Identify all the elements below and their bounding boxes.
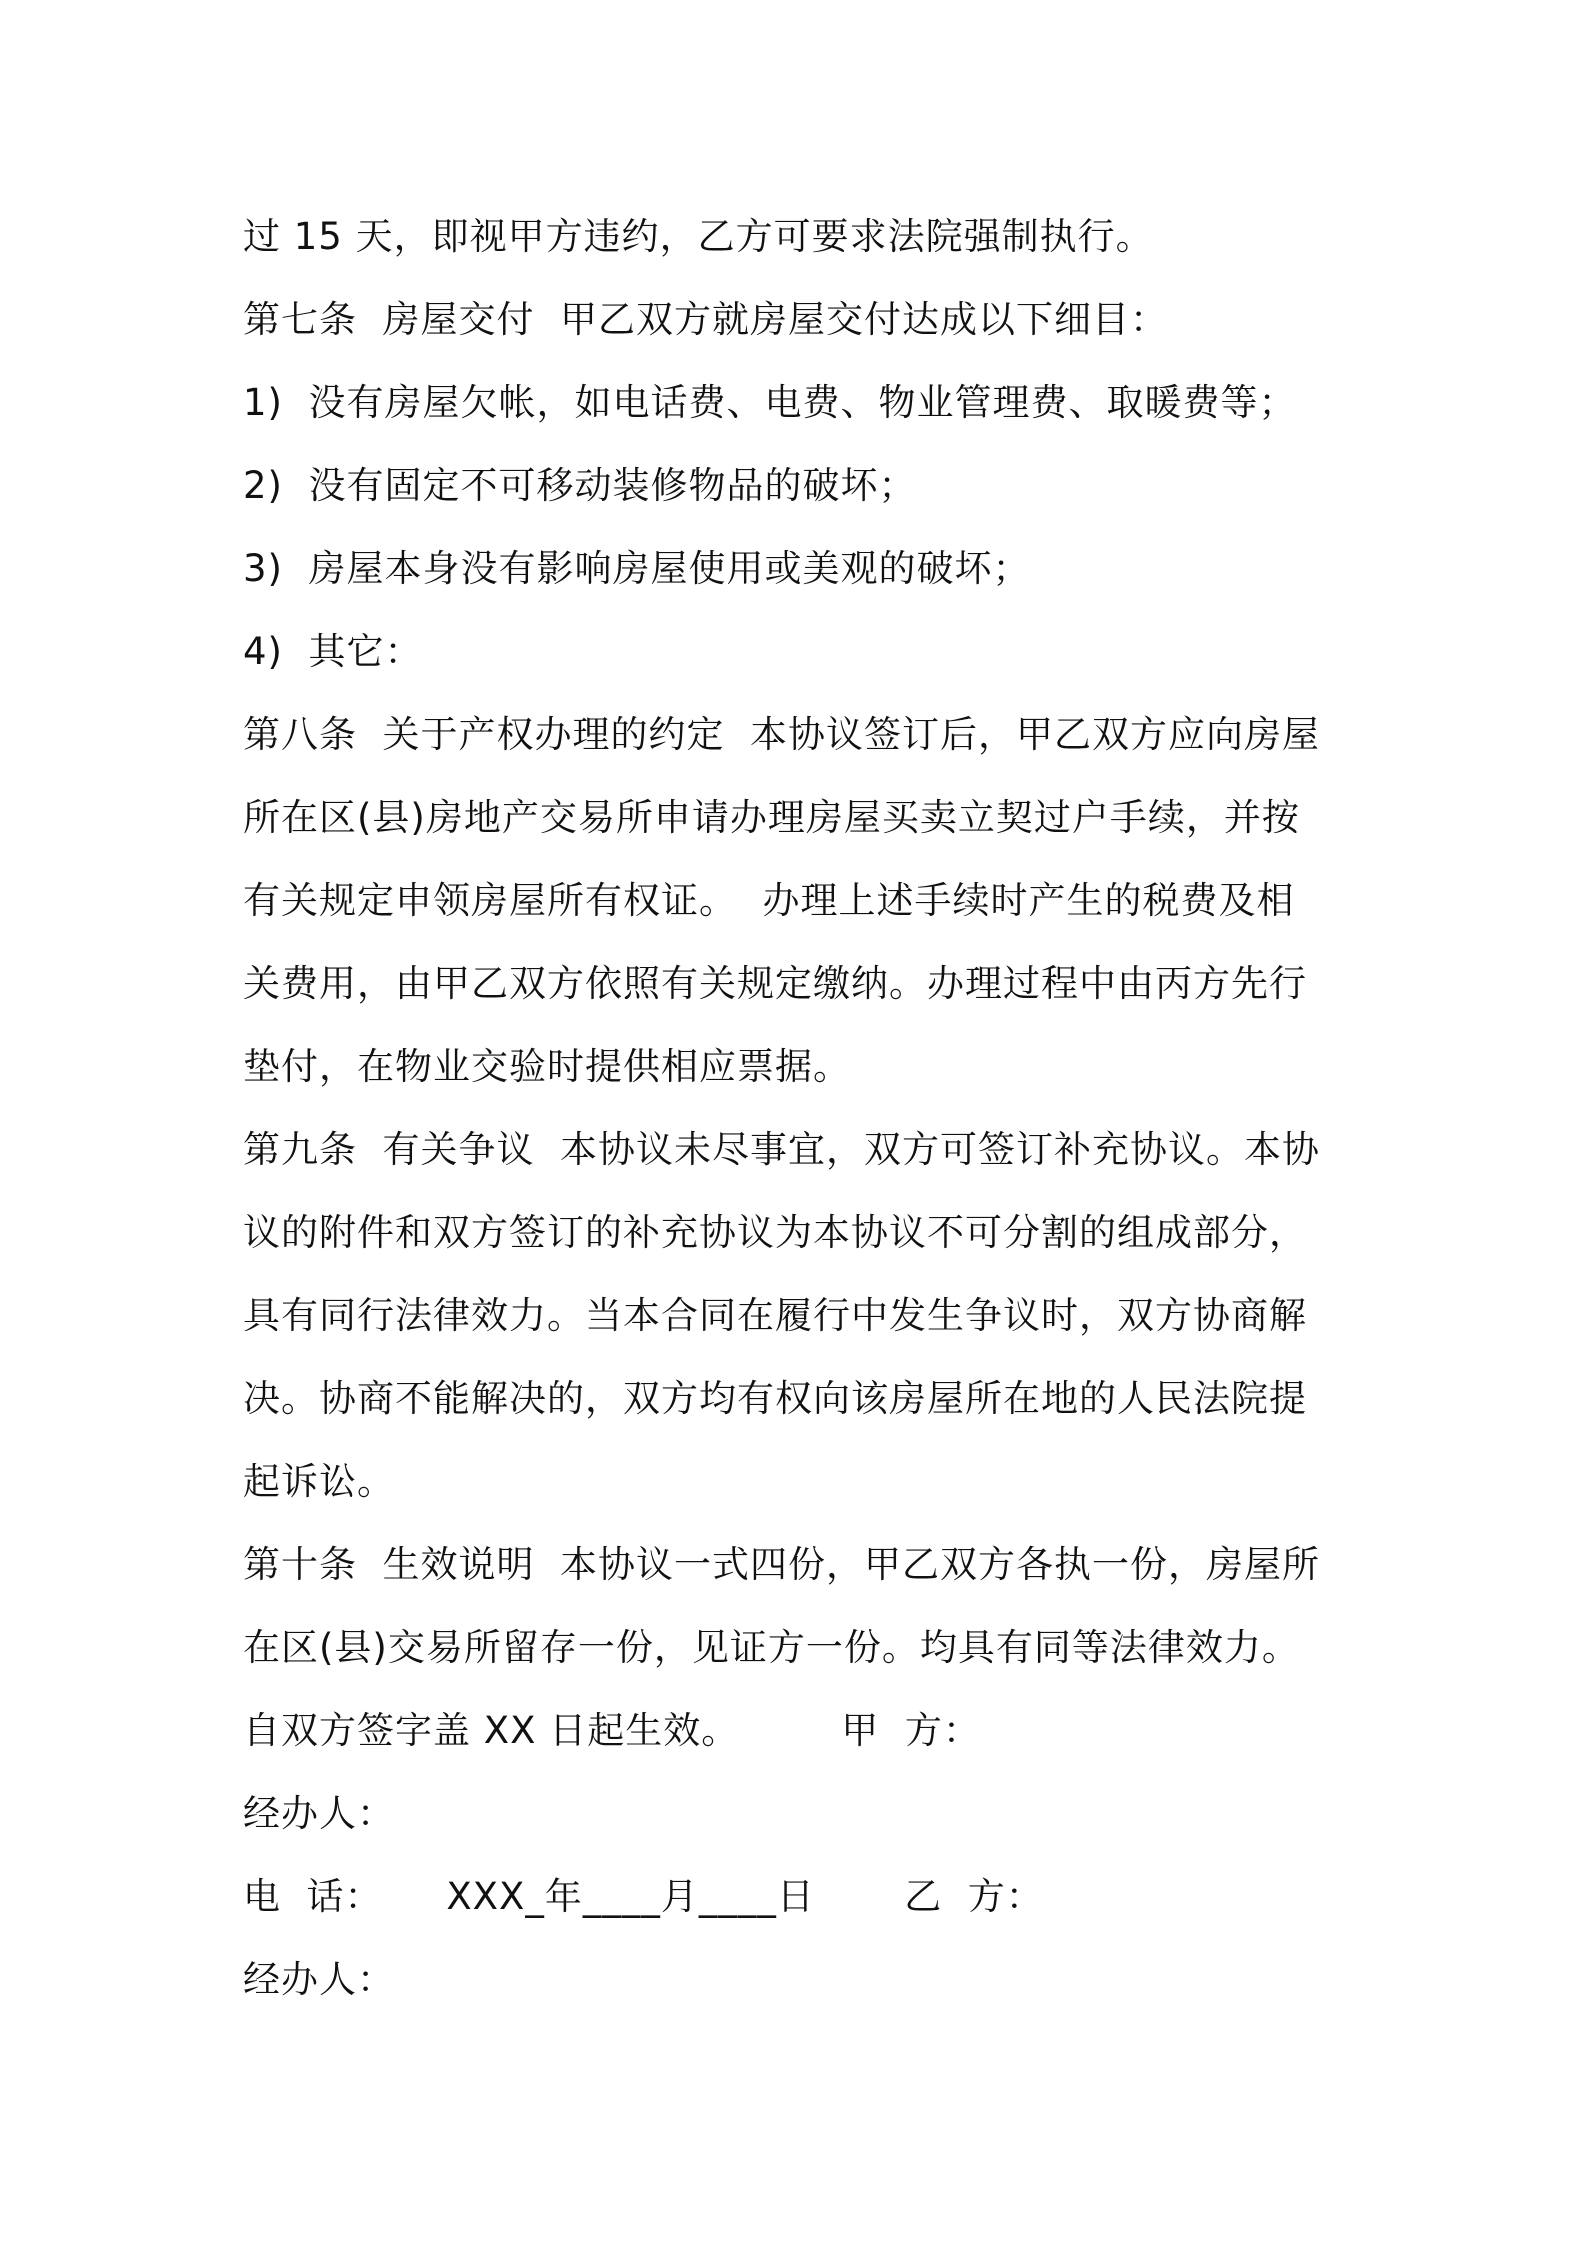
text-line: 所在区(县)房地产交易所申请办理房屋买卖立契过户手续，并按 <box>243 796 1300 839</box>
agent-line: 经办人： <box>243 1792 395 1835</box>
text-line: 过 15 天，即视甲方违约，乙方可要求法院强制执行。 <box>243 215 1154 258</box>
list-item-2: 2) 没有固定不可移动装修物品的破坏； <box>243 464 917 507</box>
text-line: 关费用，由甲乙双方依照有关规定缴纳。办理过程中由丙方先行 <box>243 962 1307 1005</box>
text-line: 决。协商不能解决的，双方均有权向该房屋所在地的人民法院提 <box>243 1377 1307 1420</box>
list-item-3: 3) 房屋本身没有影响房屋使用或美观的破坏； <box>243 547 1031 590</box>
text-line: 起诉讼。 <box>243 1460 395 1503</box>
agent-line: 经办人： <box>243 1958 395 2001</box>
article-10-line: 第十条 生效说明 本协议一式四份，甲乙双方各执一份，房屋所 <box>243 1543 1321 1586</box>
text-line: 垫付，在物业交验时提供相应票据。 <box>243 1045 851 1088</box>
list-item-1: 1) 没有房屋欠帐，如电话费、电费、物业管理费、取暖费等； <box>243 381 1297 424</box>
article-8-line: 第八条 关于产权办理的约定 本协议签订后，甲乙双方应向房屋 <box>243 713 1321 756</box>
party-a-line: 自双方签字盖 XX 日起生效。 甲 方： <box>243 1709 981 1752</box>
list-item-4: 4) 其它： <box>243 630 423 673</box>
article-7-heading-line: 第七条 房屋交付 甲乙双方就房屋交付达成以下细目： <box>243 298 1169 341</box>
text-line: 有关规定申领房屋所有权证。 办理上述手续时产生的税费及相 <box>243 879 1295 922</box>
phone-date-party-b-line: 电 话： XXX_年____月____日 乙 方： <box>243 1875 1044 1918</box>
text-line: 议的附件和双方签订的补充协议为本协议不可分割的组成部分， <box>243 1211 1307 1254</box>
text-line: 具有同行法律效力。当本合同在履行中发生争议时，双方协商解 <box>243 1294 1307 1337</box>
document-page <box>243 195 1363 2021</box>
article-9-line: 第九条 有关争议 本协议未尽事宜，双方可签订补充协议。本协 <box>243 1128 1321 1171</box>
text-line: 在区(县)交易所留存一份，见证方一份。均具有同等法律效力。 <box>243 1626 1300 1669</box>
